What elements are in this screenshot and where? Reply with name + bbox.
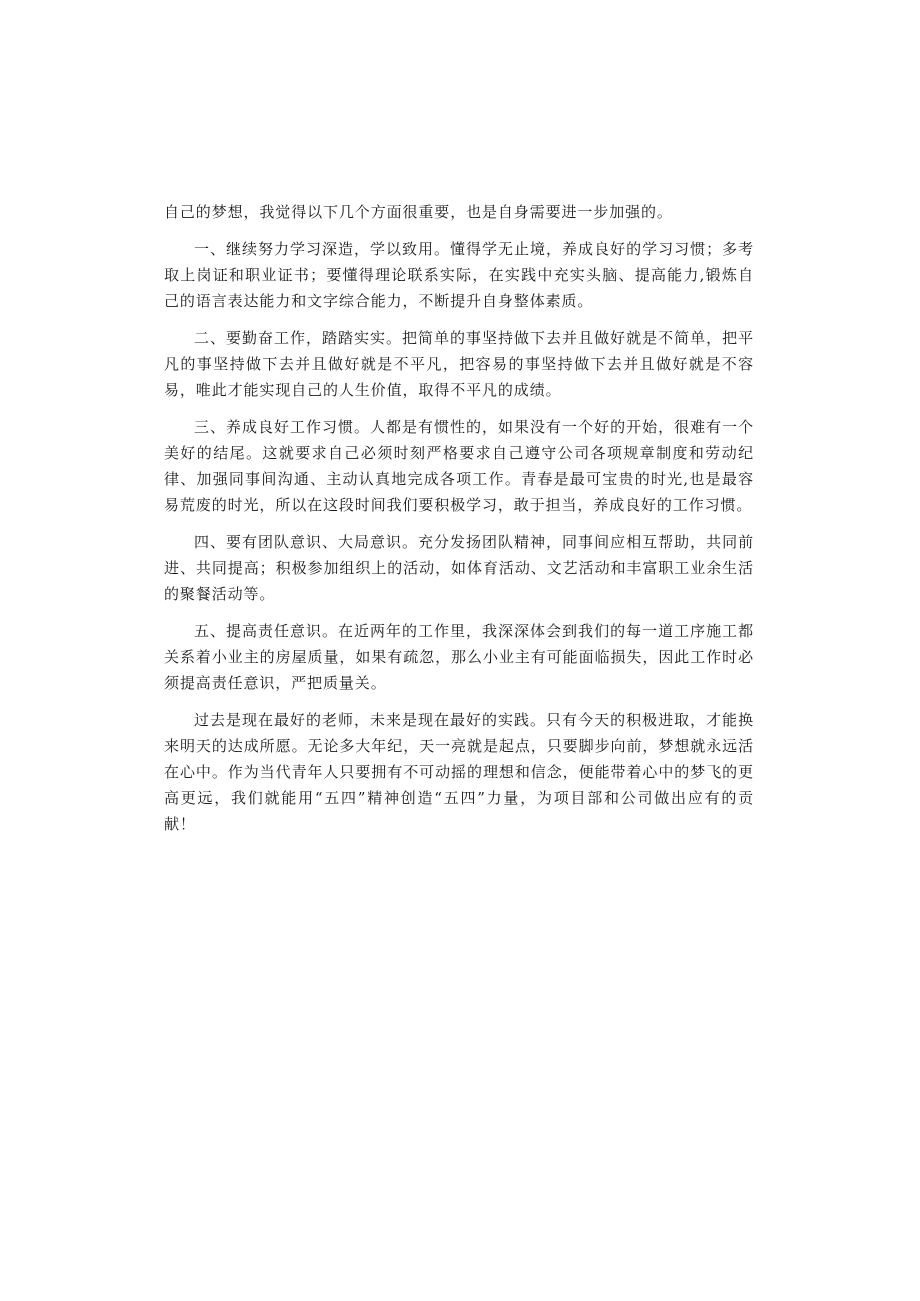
paragraph-point-5: 五、提高责任意识。在近两年的工作里，我深深体会到我们的每一道工序施工都关系着小业主的房屋质量，如果有疏忽，那么小业主有可能面临损失，因此工作时必须提高责任意识，严把质量关。 [164,622,754,692]
paragraph-intro: 自己的梦想，我觉得以下几个方面很重要，也是自身需要进一步加强的。 [164,203,673,221]
paragraph-point-1: 一、继续努力学习深造，学以致用。懂得学无止境，养成良好的学习习惯；多考取上岗证和职业证书；要懂得理论联系实际，在实践中充实头脑、提高能力,锻炼自己的语言表达能力和文字综合能力，不断提升自身整体素质。 [164,240,754,310]
paragraph-point-3: 三、养成良好工作习惯。人都是有惯性的，如果没有一个好的开始，很难有一个美好的结尾。这就要求自己必须时刻严格要求自己遵守公司各项规章制度和劳动纪律、加强同事间沟通、主动认真地完成各项工作。青春是最可宝贵的时光,也是最容易荒废的时光，所以在这段时间我们要积极学习，敢于担当，养成良好的工作习惯。 [164,418,754,514]
paragraph-point-4: 四、要有团队意识、大局意识。充分发扬团队精神，同事间应相互帮助，共同前进、共同提高；积极参加组织上的活动，如体育活动、文艺活动和丰富职工业余生活的聚餐活动等。 [164,533,754,603]
paragraph-point-2: 二、要勤奋工作，踏踏实实。把简单的事坚持做下去并且做好就是不简单，把平凡的事坚持做下去并且做好就是不平凡，把容易的事坚持做下去并且做好就是不容易，唯此才能实现自己的人生价值，取得不平凡的成绩。 [164,329,754,399]
paragraph-conclusion: 过去是现在最好的老师，未来是现在最好的实践。只有今天的积极进取，才能换来明天的达成所愿。无论多大年纪，天一亮就是起点，只要脚步向前，梦想就永远活在心中。作为当代青年人只要拥有不可动摇的理想和信念，便能带着心中的梦飞的更高更远，我们就能用“五四”精神创造“五四”力量，为项目部和公司做出应有的贡献！ [164,711,754,833]
document-body [164,199,754,848]
